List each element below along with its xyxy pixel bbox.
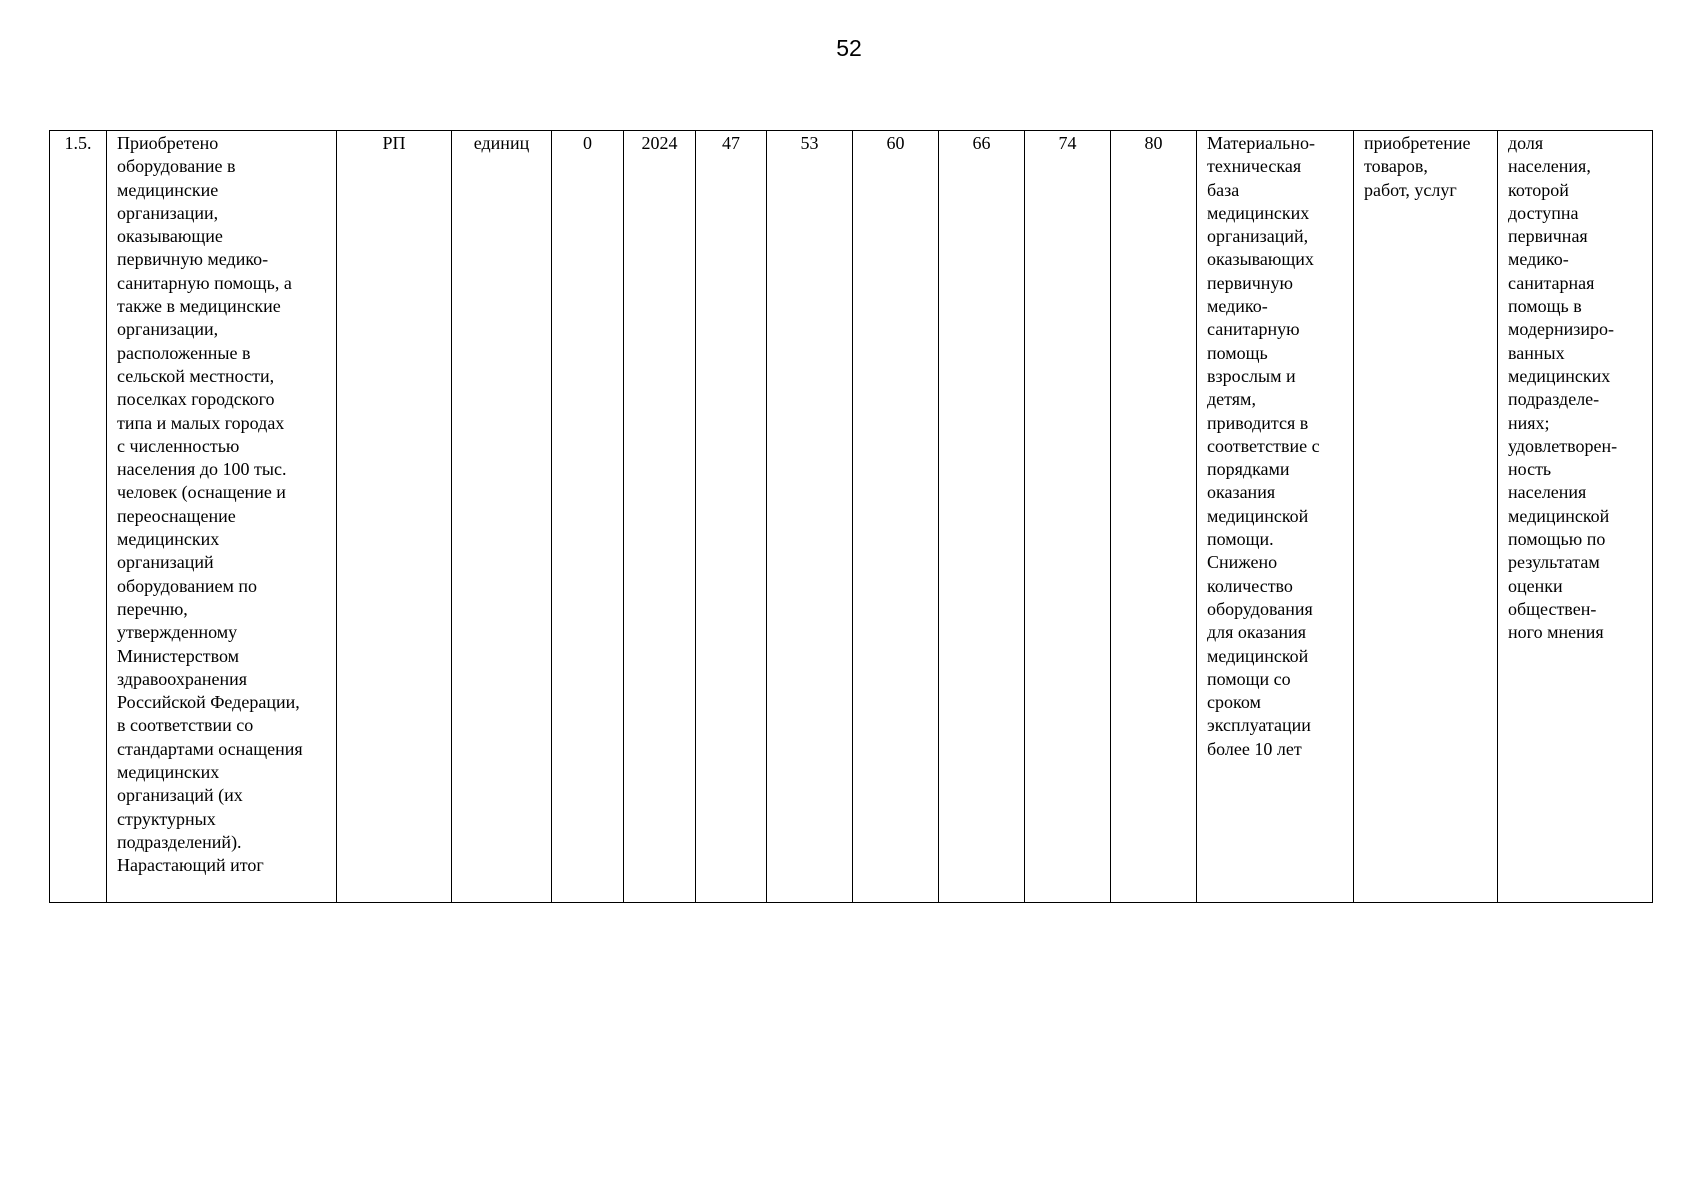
indicator-cell bbox=[1498, 131, 1653, 903]
page-number: 52 bbox=[836, 35, 862, 61]
value-cell: 74 bbox=[1025, 131, 1111, 903]
results-table bbox=[49, 130, 1653, 903]
value-cell: 80 bbox=[1111, 131, 1197, 903]
type-cell bbox=[1354, 131, 1498, 903]
base-value-cell: 0 bbox=[552, 131, 624, 903]
indicator-text: доля населения, которой доступна первичная медико- санитарная помощь в модернизиро- ванных медицинских подразделе- ниях; удовлетворен- ность населения медицинской помощью по результатам оценки обществен- ного мнения bbox=[1508, 133, 1618, 643]
row-number-cell: 1.5. bbox=[50, 131, 107, 903]
type-text: приобретение товаров, работ, услуг bbox=[1364, 133, 1471, 200]
table-row bbox=[50, 131, 1653, 903]
value-cell: 47 bbox=[696, 131, 767, 903]
value-cell: 53 bbox=[767, 131, 853, 903]
value-cell: 60 bbox=[853, 131, 939, 903]
result-name-cell bbox=[107, 131, 337, 903]
value-cell: 66 bbox=[939, 131, 1025, 903]
base-year-cell: 2024 bbox=[624, 131, 696, 903]
unit-cell: единиц bbox=[452, 131, 552, 903]
result-name-text: Приобретено оборудование в медицинские организации, оказывающие первичную медико- санитарную помощь, а также в медицинские организации, расположенные в сельской местности, поселках городского типа и малых городах с численностью населения до 100 тыс. человек (оснащение и переоснащение медицинских организаций оборудованием по перечню, утвержденному Министерством здравоохранения Российской Федерации, в соответствии со стандартами оснащения медицинских организаций (их структурных подразделений). Нарастающий итог bbox=[117, 133, 303, 876]
characteristic-text: Материально- техническая база медицинских организаций, оказывающих первичную медико- санитарную помощь взрослым и детям, приводится в соответствие с порядками оказания медицинской помощи. Снижено количество оборудования для оказания медицинской помощи со сроком эксплуатации более 10 лет bbox=[1207, 133, 1320, 759]
characteristic-cell bbox=[1197, 131, 1354, 903]
level-cell: РП bbox=[337, 131, 452, 903]
